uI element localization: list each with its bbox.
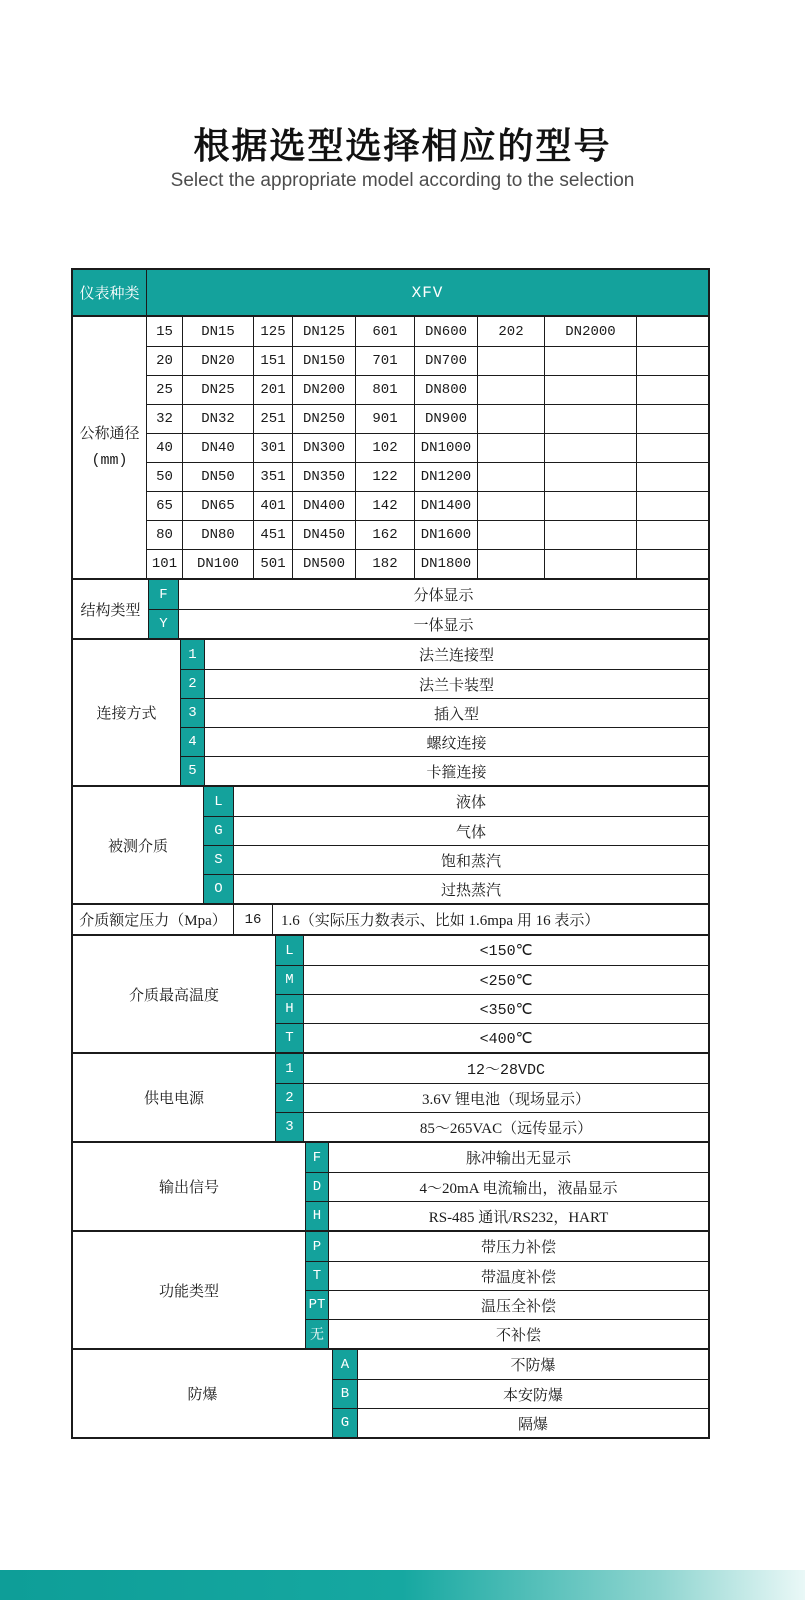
diameter-code-cell: DN200: [293, 376, 356, 404]
diameter-empty-cell: [637, 521, 708, 549]
option-code: P: [306, 1232, 329, 1261]
diameter-row: [147, 317, 708, 346]
section-label-output-signal: 输出信号: [73, 1143, 306, 1230]
option-code: F: [149, 580, 179, 609]
section-output-signal: [73, 1141, 708, 1230]
option-row: [181, 727, 708, 756]
option-row: [149, 580, 708, 609]
diameter-empty-cell: [478, 376, 545, 404]
section-label-function-type: 功能类型: [73, 1232, 306, 1348]
option-row: [149, 609, 708, 638]
option-row: [276, 1054, 708, 1083]
diameter-row: [147, 549, 708, 578]
section-explosion-proof: [73, 1348, 708, 1437]
section-connection-mode: [73, 638, 708, 785]
diameter-code-grid: [147, 317, 708, 578]
section-options-output-signal: [306, 1143, 708, 1230]
table-header-row: [73, 270, 708, 317]
option-code: 无: [306, 1320, 329, 1348]
option-description: 一体显示: [413, 617, 474, 634]
option-description: 插入型: [433, 706, 479, 723]
diameter-empty-cell: [478, 550, 545, 578]
diameter-code-cell: DN1600: [415, 521, 478, 549]
diameter-code-cell: DN50: [183, 463, 254, 491]
option-row: [181, 698, 708, 727]
option-code: 4: [181, 728, 205, 756]
option-code: T: [306, 1262, 329, 1290]
section-label-explosion-proof: 防爆: [73, 1350, 333, 1437]
option-code: O: [204, 875, 234, 903]
option-description: 1.6（实际压力数表示、比如 1.6mpa 用 16 表示）: [281, 913, 600, 929]
option-code: 2: [276, 1084, 304, 1112]
diameter-code-cell: 401: [254, 492, 293, 520]
diameter-code-cell: DN500: [293, 550, 356, 578]
diameter-code-cell: 80: [147, 521, 183, 549]
option-description: 4～20mA 电流输出，液晶显示: [419, 1180, 618, 1197]
diameter-code-cell: 601: [356, 317, 415, 346]
option-description: 不补偿: [495, 1327, 541, 1344]
diameter-empty-cell: [545, 463, 637, 491]
option-row: [306, 1172, 708, 1201]
diameter-code-cell: DN700: [415, 347, 478, 375]
option-row: [306, 1143, 708, 1172]
option-description: 过热蒸汽: [440, 882, 501, 899]
option-code: A: [333, 1350, 358, 1379]
option-code: PT: [306, 1291, 329, 1319]
diameter-row: [147, 375, 708, 404]
diameter-empty-cell: [545, 347, 637, 375]
option-row: [181, 756, 708, 785]
option-code: H: [306, 1202, 329, 1230]
section-options-measured-medium: [204, 787, 708, 903]
page-title: 根据选型选择相应的型号: [193, 125, 612, 166]
footer-accent-bar: [0, 1570, 805, 1600]
diameter-code-cell: DN65: [183, 492, 254, 520]
diameter-code-cell: DN400: [293, 492, 356, 520]
section-structure-type: [73, 578, 708, 638]
section-options-max-temperature: [276, 936, 708, 1052]
section-power-supply: [73, 1052, 708, 1141]
diameter-code-cell: DN32: [183, 405, 254, 433]
diameter-code-cell: DN250: [293, 405, 356, 433]
option-row: [181, 640, 708, 669]
diameter-empty-cell: [637, 463, 708, 491]
diameter-empty-cell: [478, 405, 545, 433]
option-description: 法兰连接型: [418, 648, 494, 664]
diameter-code-cell: DN300: [293, 434, 356, 462]
diameter-code-cell: 65: [147, 492, 183, 520]
option-description: 12～28VDC: [466, 1062, 545, 1079]
option-row: [204, 845, 708, 874]
diameter-row: [147, 491, 708, 520]
diameter-code-cell: 801: [356, 376, 415, 404]
section-label-max-temperature: 介质最高温度: [73, 936, 276, 1052]
diameter-code-cell: 501: [254, 550, 293, 578]
diameter-empty-cell: [545, 492, 637, 520]
diameter-empty-cell: [545, 521, 637, 549]
diameter-code-cell: 102: [356, 434, 415, 462]
option-description: 本安防爆: [502, 1387, 563, 1404]
section-options-function-type: [306, 1232, 708, 1348]
option-row: [276, 936, 708, 965]
option-description: 卡箍连接: [426, 764, 487, 781]
diameter-empty-cell: [545, 376, 637, 404]
option-description: <400℃: [479, 1030, 533, 1048]
option-row: [276, 1112, 708, 1141]
diameter-code-cell: DN1400: [415, 492, 478, 520]
option-code: F: [306, 1143, 329, 1172]
option-description: 饱和蒸汽: [440, 853, 501, 870]
option-code: H: [276, 995, 304, 1023]
option-description: RS-485 通讯/RS232，HART: [428, 1209, 609, 1226]
section-options-rated-pressure: [234, 905, 708, 934]
option-description: <150℃: [479, 943, 533, 960]
section-options-connection-mode: [181, 640, 708, 785]
option-row: [306, 1290, 708, 1319]
diameter-empty-cell: [545, 405, 637, 433]
diameter-row: [147, 346, 708, 375]
option-description: 气体: [455, 824, 486, 841]
section-measured-medium: [73, 785, 708, 903]
diameter-code-cell: 20: [147, 347, 183, 375]
header-instrument-type: 仪表种类: [73, 270, 147, 315]
section-options-structure-type: [149, 580, 708, 638]
diameter-code-cell: 15: [147, 317, 183, 346]
diameter-empty-cell: [637, 317, 708, 346]
nominal-diameter-label: [73, 317, 147, 578]
option-code: T: [276, 1024, 304, 1052]
diameter-empty-cell: [637, 434, 708, 462]
diameter-code-cell: 32: [147, 405, 183, 433]
diameter-code-cell: 151: [254, 347, 293, 375]
header-model-code: XFV: [411, 283, 444, 302]
section-label-connection-mode: 连接方式: [73, 640, 181, 785]
diameter-empty-cell: [478, 347, 545, 375]
diameter-code-cell: 202: [478, 317, 545, 346]
diameter-empty-cell: [637, 376, 708, 404]
nominal-diameter-section: [73, 317, 708, 578]
diameter-code-cell: 142: [356, 492, 415, 520]
diameter-code-cell: DN350: [293, 463, 356, 491]
option-description: 温压全补偿: [480, 1298, 556, 1315]
option-code: 16: [234, 905, 273, 934]
diameter-code-cell: DN15: [183, 317, 254, 346]
diameter-code-cell: 122: [356, 463, 415, 491]
diameter-empty-cell: [637, 550, 708, 578]
nominal-diameter-unit: (mm): [91, 451, 128, 469]
diameter-code-cell: DN20: [183, 347, 254, 375]
diameter-code-cell: DN1200: [415, 463, 478, 491]
diameter-row: [147, 404, 708, 433]
option-description: 螺纹连接: [426, 735, 487, 752]
option-description: 脉冲输出无显示: [465, 1151, 571, 1167]
diameter-empty-cell: [545, 434, 637, 462]
option-description: 液体: [455, 795, 486, 811]
diameter-code-cell: DN40: [183, 434, 254, 462]
option-row: [333, 1379, 708, 1408]
option-code: 3: [181, 699, 205, 727]
diameter-code-cell: DN125: [293, 317, 356, 346]
option-description: <350℃: [479, 1001, 533, 1019]
option-code: L: [276, 936, 304, 965]
diameter-code-cell: 50: [147, 463, 183, 491]
section-options-explosion-proof: [333, 1350, 708, 1437]
model-selection-table: [71, 268, 710, 1439]
option-row: [306, 1201, 708, 1230]
option-description: 带温度补偿: [480, 1269, 556, 1286]
diameter-code-cell: 701: [356, 347, 415, 375]
diameter-code-cell: DN25: [183, 376, 254, 404]
section-label-measured-medium: 被测介质: [73, 787, 204, 903]
diameter-code-cell: DN1000: [415, 434, 478, 462]
diameter-code-cell: 125: [254, 317, 293, 346]
option-code: S: [204, 846, 234, 874]
diameter-empty-cell: [478, 463, 545, 491]
diameter-code-cell: 25: [147, 376, 183, 404]
option-row: [333, 1350, 708, 1379]
diameter-empty-cell: [637, 347, 708, 375]
section-rated-pressure: [73, 903, 708, 934]
option-code: 3: [276, 1113, 304, 1141]
option-code: B: [333, 1380, 358, 1408]
diameter-code-cell: 251: [254, 405, 293, 433]
diameter-empty-cell: [478, 492, 545, 520]
diameter-code-cell: DN80: [183, 521, 254, 549]
option-code: Y: [149, 610, 179, 638]
nominal-diameter-label-text: 公称通径: [79, 426, 140, 442]
option-description: <250℃: [479, 972, 533, 990]
option-code: D: [306, 1173, 329, 1201]
page-subtitle: Select the appropriate model according to the selection: [170, 170, 635, 191]
diameter-empty-cell: [637, 492, 708, 520]
option-row: [276, 994, 708, 1023]
option-code: L: [204, 787, 234, 816]
diameter-code-cell: 351: [254, 463, 293, 491]
option-description: 分体显示: [413, 588, 474, 604]
option-code: 1: [181, 640, 205, 669]
option-code: 5: [181, 757, 205, 785]
section-label-structure-type: 结构类型: [73, 580, 149, 638]
option-description: 3.6V 锂电池（现场显示）: [421, 1091, 591, 1108]
diameter-code-cell: 201: [254, 376, 293, 404]
option-row: [306, 1261, 708, 1290]
section-label-rated-pressure: 介质额定压力（Mpa）: [73, 905, 234, 934]
option-row: [306, 1319, 708, 1348]
diameter-code-cell: 901: [356, 405, 415, 433]
diameter-code-cell: 40: [147, 434, 183, 462]
option-row: [204, 816, 708, 845]
section-label-power-supply: 供电电源: [73, 1054, 276, 1141]
option-row: [276, 965, 708, 994]
diameter-row: [147, 520, 708, 549]
option-description: 法兰卡装型: [418, 677, 494, 694]
option-row: [276, 1083, 708, 1112]
diameter-row: [147, 433, 708, 462]
diameter-code-cell: DN100: [183, 550, 254, 578]
option-code: 2: [181, 670, 205, 698]
diameter-code-cell: DN800: [415, 376, 478, 404]
option-description: 隔爆: [517, 1416, 548, 1433]
section-max-temperature: [73, 934, 708, 1052]
selection-sections: [73, 578, 708, 1437]
option-row: [181, 669, 708, 698]
section-options-power-supply: [276, 1054, 708, 1141]
option-code: G: [333, 1409, 358, 1437]
option-code: M: [276, 966, 304, 994]
diameter-code-cell: 182: [356, 550, 415, 578]
diameter-code-cell: DN600: [415, 317, 478, 346]
section-function-type: [73, 1230, 708, 1348]
diameter-empty-cell: [545, 550, 637, 578]
option-code: G: [204, 817, 234, 845]
diameter-code-cell: DN1800: [415, 550, 478, 578]
option-row: [333, 1408, 708, 1437]
diameter-empty-cell: [637, 405, 708, 433]
diameter-code-cell: 301: [254, 434, 293, 462]
diameter-code-cell: DN900: [415, 405, 478, 433]
diameter-code-cell: DN150: [293, 347, 356, 375]
option-row: [276, 1023, 708, 1052]
diameter-row: [147, 462, 708, 491]
diameter-code-cell: 451: [254, 521, 293, 549]
diameter-code-cell: 101: [147, 550, 183, 578]
diameter-code-cell: 162: [356, 521, 415, 549]
option-row: [204, 874, 708, 903]
option-row: [234, 905, 708, 934]
diameter-code-cell: DN450: [293, 521, 356, 549]
option-description: 不防爆: [510, 1358, 556, 1374]
option-code: 1: [276, 1054, 304, 1083]
diameter-empty-cell: [478, 521, 545, 549]
diameter-empty-cell: [478, 434, 545, 462]
diameter-code-cell: DN2000: [545, 317, 637, 346]
option-row: [306, 1232, 708, 1261]
option-description: 带压力补偿: [480, 1240, 556, 1256]
option-row: [204, 787, 708, 816]
option-description: 85～265VAC（远传显示）: [419, 1120, 593, 1137]
